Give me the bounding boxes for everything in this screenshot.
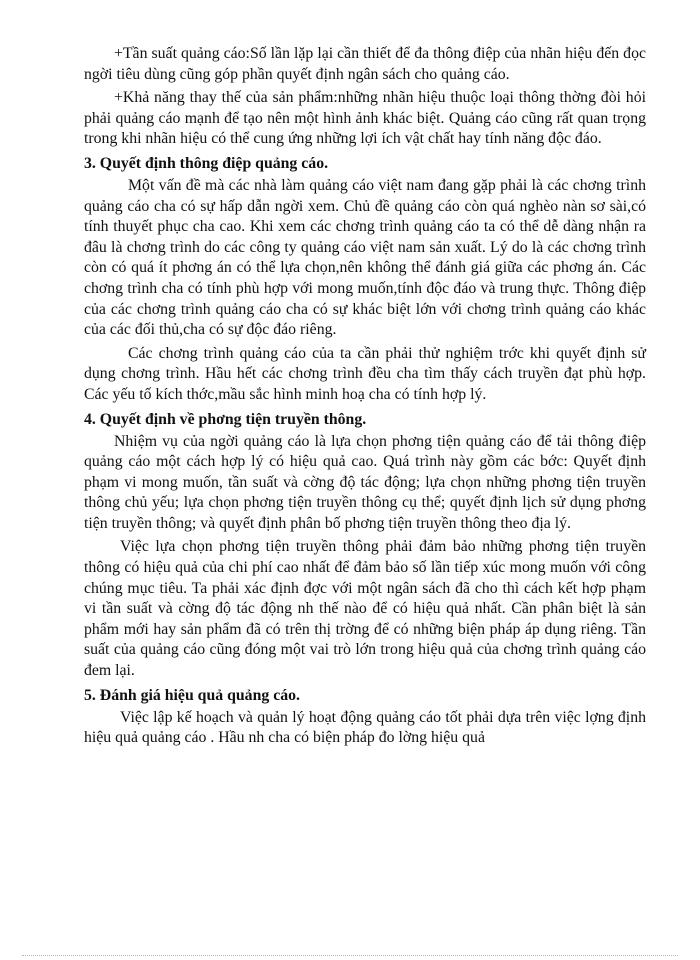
page-bottom-divider [22,955,678,956]
section-heading-3: 3. Quyết định thông điệp quảng cáo. [84,154,329,172]
section-heading-5: 5. Đánh giá hiệu quả quảng cáo. [84,686,300,704]
paragraph-effectiveness: Việc lập kế hoạch và quản lý hoạt động quảng cáo tốt phải dựa trên việc lợng định hiệu quả quảng cáo . Hầu nh cha có biện pháp đo lờng hiệu quả [84,708,646,747]
section-heading-4: 4. Quyết định về phơng tiện truyền thông. [84,410,367,428]
paragraph-message-testing: Các chơng trình quảng cáo của ta cần phải thử nghiệm trớc khi quyết định sử dụng chơng trình. Hầu hết các chơng trình đều cha tìm thấy cách truyền đạt phù hợp. Các yếu tố kích thớc,mầu sắc hình minh hoạ cha có tính hợp lý. [84,344,646,403]
paragraph-media-tasks: Nhiệm vụ của ngời quảng cáo là lựa chọn phơng tiện quảng cáo để tải thông điệp quảng cáo một cách hợp lý có hiệu quả cao. Quá trình này gồm các bớc: Quyết định phạm vi mong muốn, tần suất và cờng độ tác động; lựa chọn những phơng tiện truyền thông chủ yếu; lựa chọn phơng tiện truyền thông cụ thể; quyết định lịch sử dụng phơng tiện truyền thông; và quyết định phân bố phơng tiện truyền thông theo địa lý. [84,432,646,532]
paragraph-message-problems: Một vấn đề mà các nhà làm quảng cáo việt nam đang gặp phải là các chơng trình quảng cáo cha có sự hấp dẫn ngời xem. Chủ đề quảng cáo còn quá nghèo nàn sơ sài,có tính thuyết phục cha cao. Khi xem các chơng trình quảng cáo ta có thể dễ dàng nhận ra đâu là chơng trình do các công ty quảng cáo việt nam sản xuất. Lý do là các chơng trình còn có quá ít phơng án có thể lựa chọn,nên không thể đánh giá giữa các phơng án. Các chơng trình cha có tính phù hợp với mong muốn,tính độc đáo và trung thực. Thông điệp của các chơng trình quảng cáo cha có sự khác biệt lớn với chơng trình quảng cáo khác của các đối thủ,cha có sự độc đáo riêng. [84,176,646,339]
paragraph-product-substitutability: +Khả năng thay thế của sản phẩm:những nhãn hiệu thuộc loại thông thờng đòi hỏi phải quảng cáo mạnh để tạo nên một hình ảnh khác biệt. Quảng cáo cũng rất quan trọng trong khi nhãn hiệu có thể cung ứng những lợi ích vật chất hay tính năng độc đáo. [84,89,646,148]
paragraph-media-selection: Việc lựa chọn phơng tiện truyền thông phải đảm bảo những phơng tiện truyền thông có hiệu quả của chi phí cao nhất để đảm bảo số lần tiếp xúc mong muốn với công chúng mục tiêu. Ta phải xác định đợc với một ngân sách đã cho thì cách kết hợp phạm vi tần suất và cờng độ tác động nh thế nào để có hiệu quả nhất. Cần phân biệt là sản phẩm mới hay sản phẩm đã có trên thị trờng để có những biện pháp áp dụng riêng. Tần suất của quảng cáo cũng đóng một vai trò lớn trong hiệu quả của chơng trình quảng cáo đem lại. [84,538,646,680]
paragraph-advertising-frequency: +Tần suất quảng cáo:Số lần lặp lại cần thiết để đa thông điệp của nhãn hiệu đến đọc ngời tiêu dùng cũng góp phần quyết định ngân sách cho quảng cáo. [84,45,646,83]
